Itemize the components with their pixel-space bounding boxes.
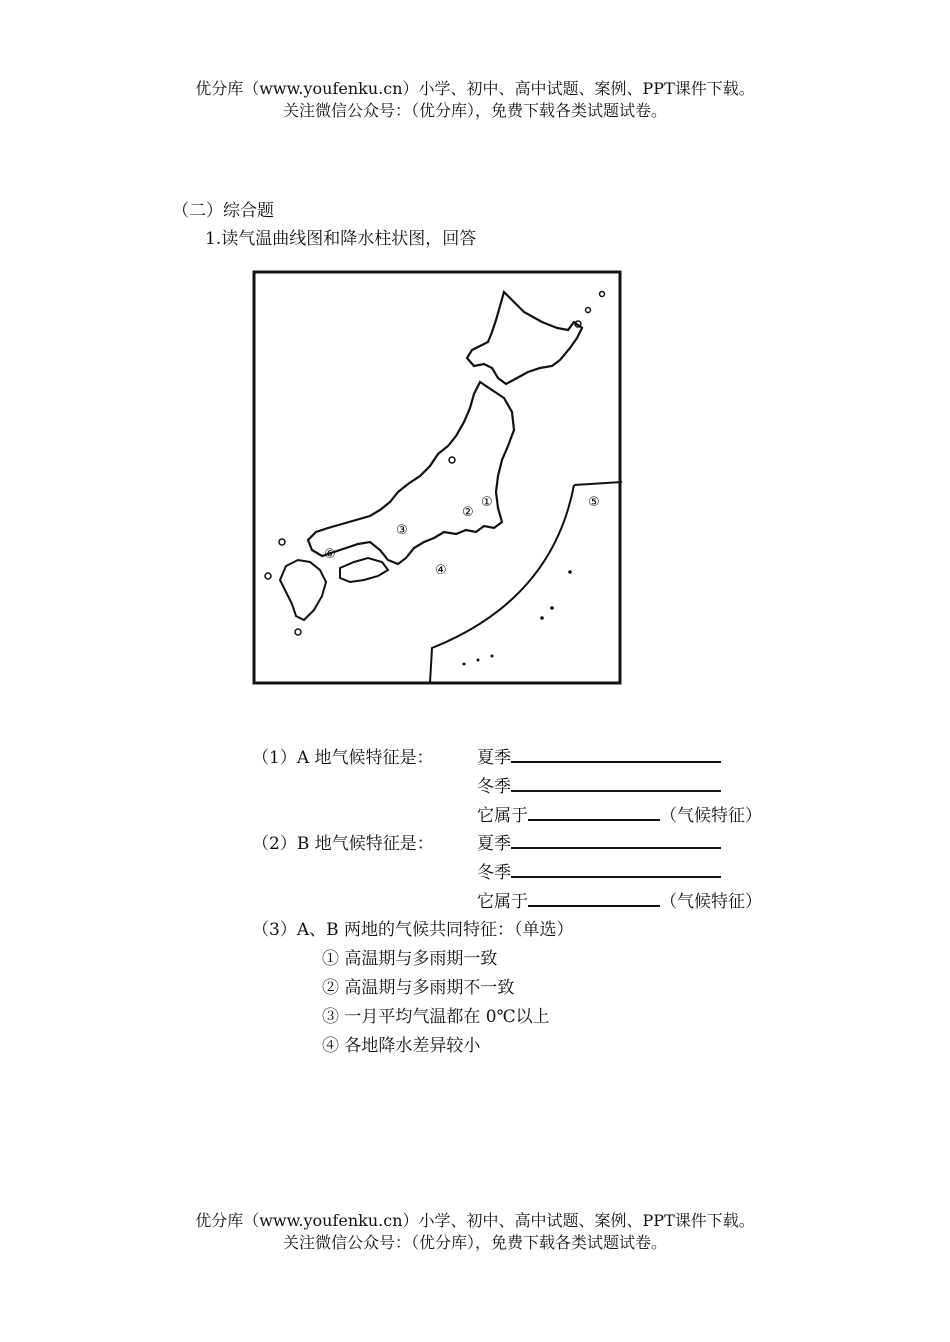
q3-option-4[interactable]: ④ 各地降水差异较小	[322, 1036, 481, 1056]
q1-summer-row	[477, 747, 721, 769]
q3-label: （3）A、B 两地的气候共同特征：（单选）	[252, 920, 574, 940]
island	[491, 655, 494, 658]
q2-summer-blank[interactable]	[511, 833, 721, 849]
q2-winter-row	[477, 862, 721, 884]
q1-belongs-label: 它属于	[477, 806, 528, 826]
q1-belongs-blank[interactable]	[528, 805, 660, 821]
map-border	[254, 272, 620, 683]
island	[568, 570, 572, 574]
q2-summer-label: 夏季	[477, 834, 511, 854]
q1-suffix: （气候特征）	[660, 806, 762, 826]
island	[463, 663, 466, 666]
q1-belongs-row	[477, 805, 762, 827]
q2-winter-blank[interactable]	[511, 862, 721, 878]
q3-option-1[interactable]: ① 高温期与多雨期一致	[322, 949, 498, 969]
island	[550, 606, 554, 610]
q2-belongs-label: 它属于	[477, 892, 528, 912]
q2-winter-label: 冬季	[477, 863, 511, 883]
footer-line-1: 优分库（www.youfenku.cn）小学、初中、高中试题、案例、PPT课件下载。	[195, 1211, 755, 1230]
map-label-6: ⑥	[324, 547, 336, 562]
q2-summer-row	[477, 833, 721, 855]
q1-summer-blank[interactable]	[511, 747, 721, 763]
japan-map-svg	[252, 270, 622, 685]
q1-winter-blank[interactable]	[511, 776, 721, 792]
q1-summer-label: 夏季	[477, 748, 511, 768]
q2-belongs-row	[477, 891, 762, 913]
q3-option-3[interactable]: ③ 一月平均气温都在 0℃以上	[322, 1007, 550, 1027]
q1-label: （1）A 地气候特征是：	[252, 748, 434, 768]
map-label-2: ②	[462, 505, 474, 520]
section-title: （二）综合题	[172, 201, 274, 221]
q2-label: （2）B 地气候特征是：	[252, 834, 434, 854]
q2-belongs-blank[interactable]	[528, 891, 660, 907]
footer-line-2: 关注微信公众号：（优分库），免费下载各类试题试卷。	[282, 1233, 667, 1252]
header-line-1: 优分库（www.youfenku.cn）小学、初中、高中试题、案例、PPT课件下载。	[195, 79, 755, 98]
question-title: 1.读气温曲线图和降水柱状图，回答	[205, 229, 477, 249]
island	[477, 659, 480, 662]
q1-winter-row	[477, 776, 721, 798]
island	[540, 616, 544, 620]
map-label-4: ④	[435, 563, 447, 578]
japan-map	[252, 270, 622, 685]
q3-option-2[interactable]: ② 高温期与多雨期不一致	[322, 978, 515, 998]
header-line-2: 关注微信公众号：（优分库），免费下载各类试题试卷。	[282, 101, 667, 120]
map-label-1: ①	[481, 495, 493, 510]
q2-suffix: （气候特征）	[660, 892, 762, 912]
map-label-3: ③	[396, 523, 408, 538]
map-label-5: ⑤	[588, 495, 600, 510]
q1-winter-label: 冬季	[477, 777, 511, 797]
